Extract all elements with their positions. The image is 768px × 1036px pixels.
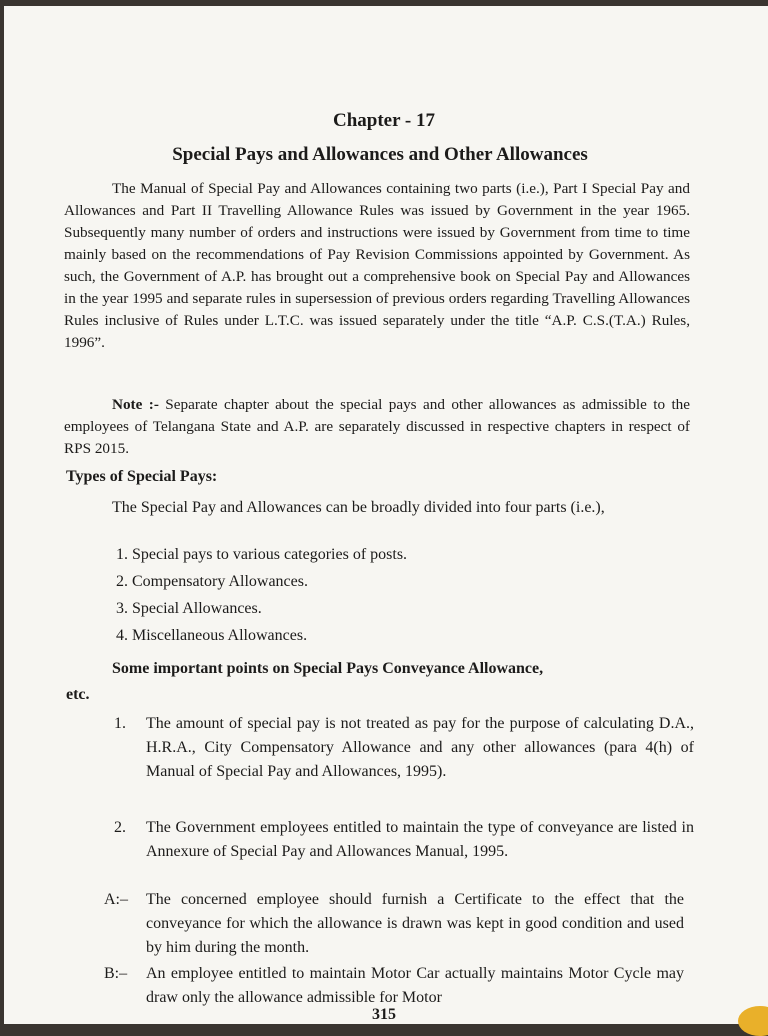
point-text: The Government employees entitled to maintain the type of conveyance are listed in Annexure of Special Pay and Allowances Manual, 1995. xyxy=(146,819,694,860)
list-text: Compensatory Allowances. xyxy=(132,573,308,590)
point-text: The concerned employee should furnish a Certificate to the effect that the conveyance for which the allowance is drawn was kept in good condition and used by him during the month. xyxy=(146,891,684,956)
point-number: A:– xyxy=(104,891,128,908)
point-text: An employee entitled to maintain Motor Car actually maintains Motor Cycle may draw only the allowance admissible for Motor xyxy=(146,965,684,1006)
types-heading: Types of Special Pays: xyxy=(66,468,218,485)
list-number: 4. xyxy=(116,627,128,644)
point-number: 2. xyxy=(114,819,126,836)
list-item xyxy=(116,600,407,627)
intro-text: The Manual of Special Pay and Allowances containing two parts (i.e.), Part I Special Pay and Allowances and Part II Travelling Allowance Rules was issued by Government in the year 1965. Subsequently many number of orders and instructions were issued by Government from time to time mainly based on the recommendations of Pay Revision Commissions appointed by Government. As such, the Government of A.P. has brought out a comprehensive book on Special Pay and Allowances in the year 1995 and separate rules in supersession of previous orders regarding Travelling Allowances Rules inclusive of Rules under L.T.C. was issued separately under the title “A.P. C.S.(T.A.) Rules, 1996”. xyxy=(64,180,690,351)
points-heading-line2: etc. xyxy=(66,686,90,703)
point-item xyxy=(104,888,684,960)
list-item xyxy=(116,546,407,573)
page-number: 315 xyxy=(372,1006,396,1023)
list-number: 1. xyxy=(116,546,128,563)
list-text: Miscellaneous Allowances. xyxy=(132,627,308,644)
intro-paragraph xyxy=(64,178,690,354)
point-item xyxy=(114,712,694,784)
types-intro xyxy=(64,496,690,520)
list-text: Special Allowances. xyxy=(132,600,262,617)
list-item xyxy=(116,573,407,600)
list-number: 2. xyxy=(116,573,128,590)
point-item xyxy=(114,816,694,864)
point-item xyxy=(104,962,684,1010)
point-number: B:– xyxy=(104,965,128,982)
list-number: 3. xyxy=(116,600,128,617)
types-intro-text: The Special Pay and Allowances can be broadly divided into four parts (i.e.), xyxy=(112,499,605,516)
types-list xyxy=(116,546,407,654)
point-text: The amount of special pay is not treated as pay for the purpose of calculating D.A., H.R.A., City Compensatory Allowance and any other allowances (para 4(h) of Manual of Special Pay and Allowances, 1995). xyxy=(146,715,694,780)
chapter-number: Chapter - 17 xyxy=(332,110,436,131)
list-item xyxy=(116,627,407,654)
note-paragraph xyxy=(64,394,690,460)
point-number: 1. xyxy=(114,715,126,732)
chapter-title: Special Pays and Allowances and Other Allowances xyxy=(172,144,588,165)
note-label: Note :- xyxy=(112,396,159,413)
book-page xyxy=(4,6,768,1024)
points-heading-line1: Some important points on Special Pays Conveyance Allowance, xyxy=(112,660,544,677)
points-heading xyxy=(66,656,690,708)
list-text: Special pays to various categories of posts. xyxy=(132,546,408,563)
note-text: Separate chapter about the special pays and other allowances as admissible to the employees of Telangana State and A.P. are separately discussed in respective chapters in respect of RPS 2015. xyxy=(64,396,690,457)
